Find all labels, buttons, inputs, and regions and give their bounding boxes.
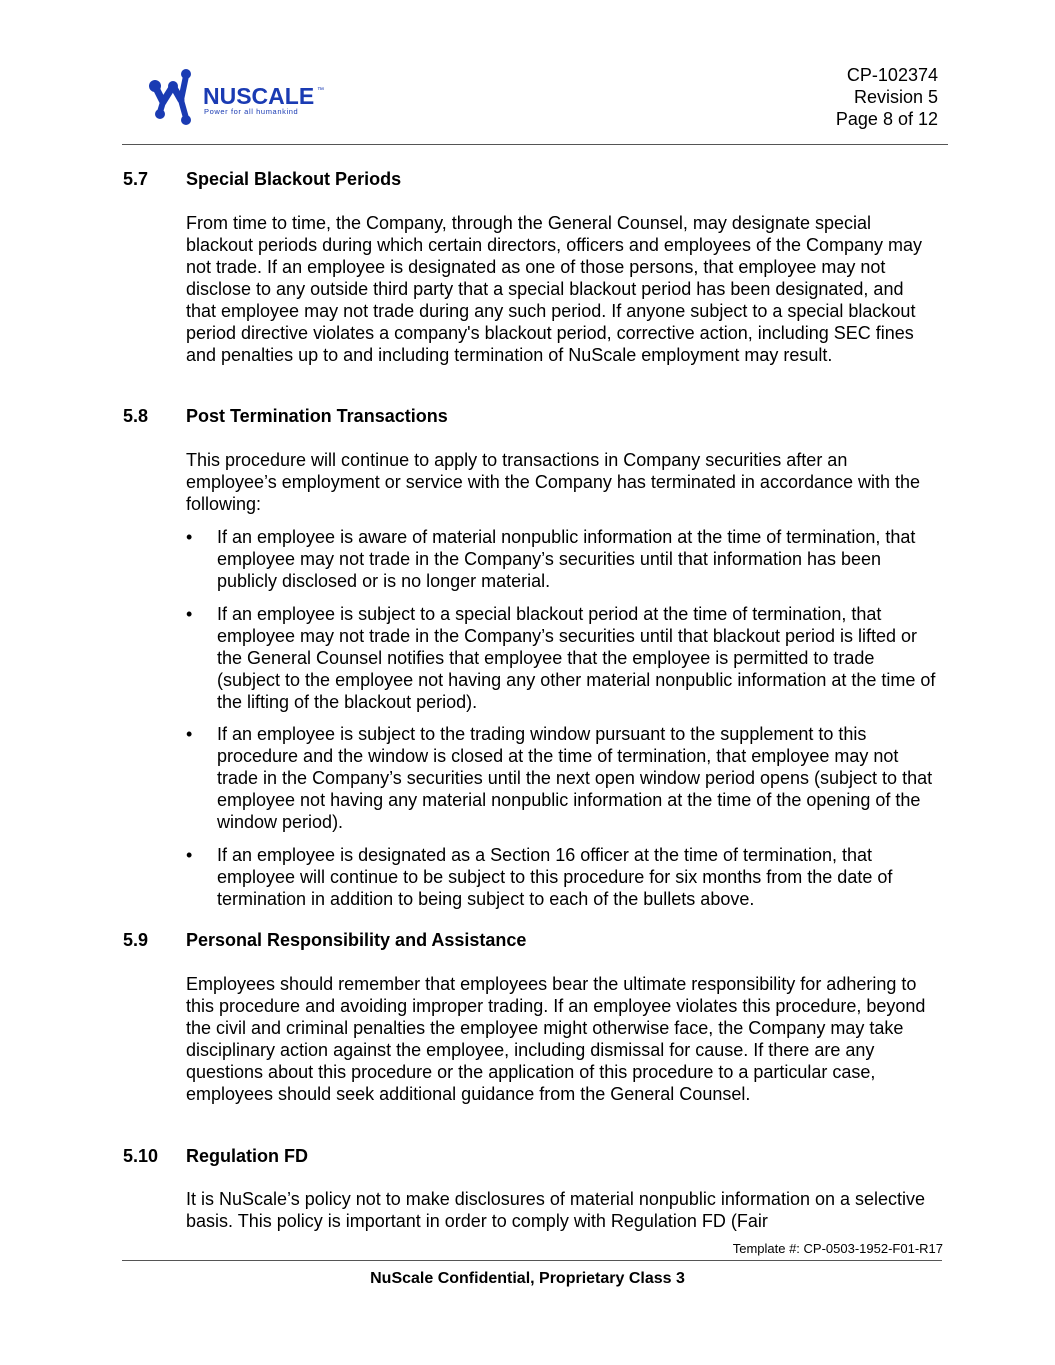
section-number: 5.8 [123, 406, 149, 426]
list-item-text: If an employee is aware of material nonpublic information at the time of termination, that employee may not trade in the Company’s securities until that information has been publicly disclosed or is no longer material. [217, 527, 916, 591]
section-title: Post Termination Transactions [186, 406, 448, 426]
footer-divider [122, 1260, 942, 1261]
confidentiality-label: NuScale Confidential, Proprietary Class 3 [370, 1270, 685, 1287]
paragraph-text: This procedure will continue to apply to transactions in Company securities after an employee’s employment or service with the Company has terminated in accordance with the following: [186, 450, 921, 514]
document-revision: Revision 5 [853, 87, 938, 107]
section-heading-5-10 [123, 1145, 308, 1167]
bullet-marker: • [186, 527, 193, 547]
section-heading-5-7 [123, 168, 401, 190]
section-title: Special Blackout Periods [186, 169, 402, 189]
header-divider [122, 144, 948, 145]
list-item [186, 603, 938, 713]
document-meta [836, 64, 938, 130]
bullet-marker: • [186, 845, 193, 865]
section-paragraph-5-8 [186, 449, 938, 515]
paragraph-text: From time to time, the Company, through the General Counsel, may designate special blackout periods during which certain directors, officers and employees of the Company may not trade. If an employee is designated as one of those persons, that employee may not disclose to any outside third party that a special blackout period has been designated, and that employee may not trade during any such period. If anyone subject to a special blackout period directive violates a company's blackout period, corrective action, including SEC fines and penalties up to and including termination of NuScale employment may result. [186, 213, 923, 365]
page-number: Page 8 of 12 [835, 109, 938, 129]
list-item-text: If an employee is subject to a special blackout period at the time of termination, that employee may not trade in the Company’s securities until that blackout period is lifted or the General Counsel notifies that employee that the employee is permitted to trade (subject to the employee not having any other material nonpublic information at the time of the lifting of the blackout period). [217, 604, 936, 712]
section-number: 5.9 [123, 930, 149, 950]
logo-brand: NUSCALE [203, 83, 315, 109]
logo-trademark: ™ [317, 87, 324, 94]
list-item [186, 723, 938, 833]
section-number: 5.7 [123, 169, 149, 189]
section-title: Personal Responsibility and Assistance [186, 930, 527, 950]
template-number: Template #: CP-0503-1952-F01-R17 [732, 1241, 943, 1256]
list-item-text: If an employee is subject to the trading window pursuant to the supplement to this procedure and the window is closed at the time of termination, that employee may not trade in the Company’s securities until the next open window period opens (subject to that employee not having any material nonpublic information at the time of the opening of the window period). [217, 724, 933, 832]
section-heading-5-8 [123, 405, 448, 427]
section-number: 5.10 [123, 1146, 159, 1166]
paragraph-text: It is NuScale’s policy not to make disclosures of material nonpublic information on a selective basis. This policy is important in order to comply with Regulation FD (Fair [186, 1189, 926, 1231]
logo-tagline: Power for all humankind [204, 107, 299, 116]
nuscale-logo-icon [146, 66, 346, 128]
document-number: CP-102374 [846, 65, 938, 85]
section-title: Regulation FD [186, 1146, 308, 1166]
nuscale-logo [146, 66, 346, 128]
section-paragraph-5-10 [186, 1188, 938, 1232]
list-item [186, 844, 938, 910]
section-heading-5-9 [123, 929, 526, 951]
bullet-marker: • [186, 724, 193, 744]
list-item-text: If an employee is designated as a Section 16 officer at the time of termination, that employee will continue to be subject to this procedure for six months from the date of termination in addition to being subject to each of the bullets above. [217, 845, 893, 909]
section-paragraph-5-9 [186, 973, 938, 1105]
paragraph-text: Employees should remember that employees bear the ultimate responsibility for adhering to this procedure and avoiding improper trading. If an employee violates this procedure, beyond the civil and criminal penalties the employee might otherwise face, the Company may take disciplinary action against the employee, including dismissal for cause. If there are any questions about this procedure or the application of this procedure to a particular case, employees should seek additional guidance from the General Counsel. [186, 974, 926, 1104]
section-paragraph-5-7 [186, 212, 938, 366]
bullet-marker: • [186, 604, 193, 624]
list-item [186, 526, 938, 592]
